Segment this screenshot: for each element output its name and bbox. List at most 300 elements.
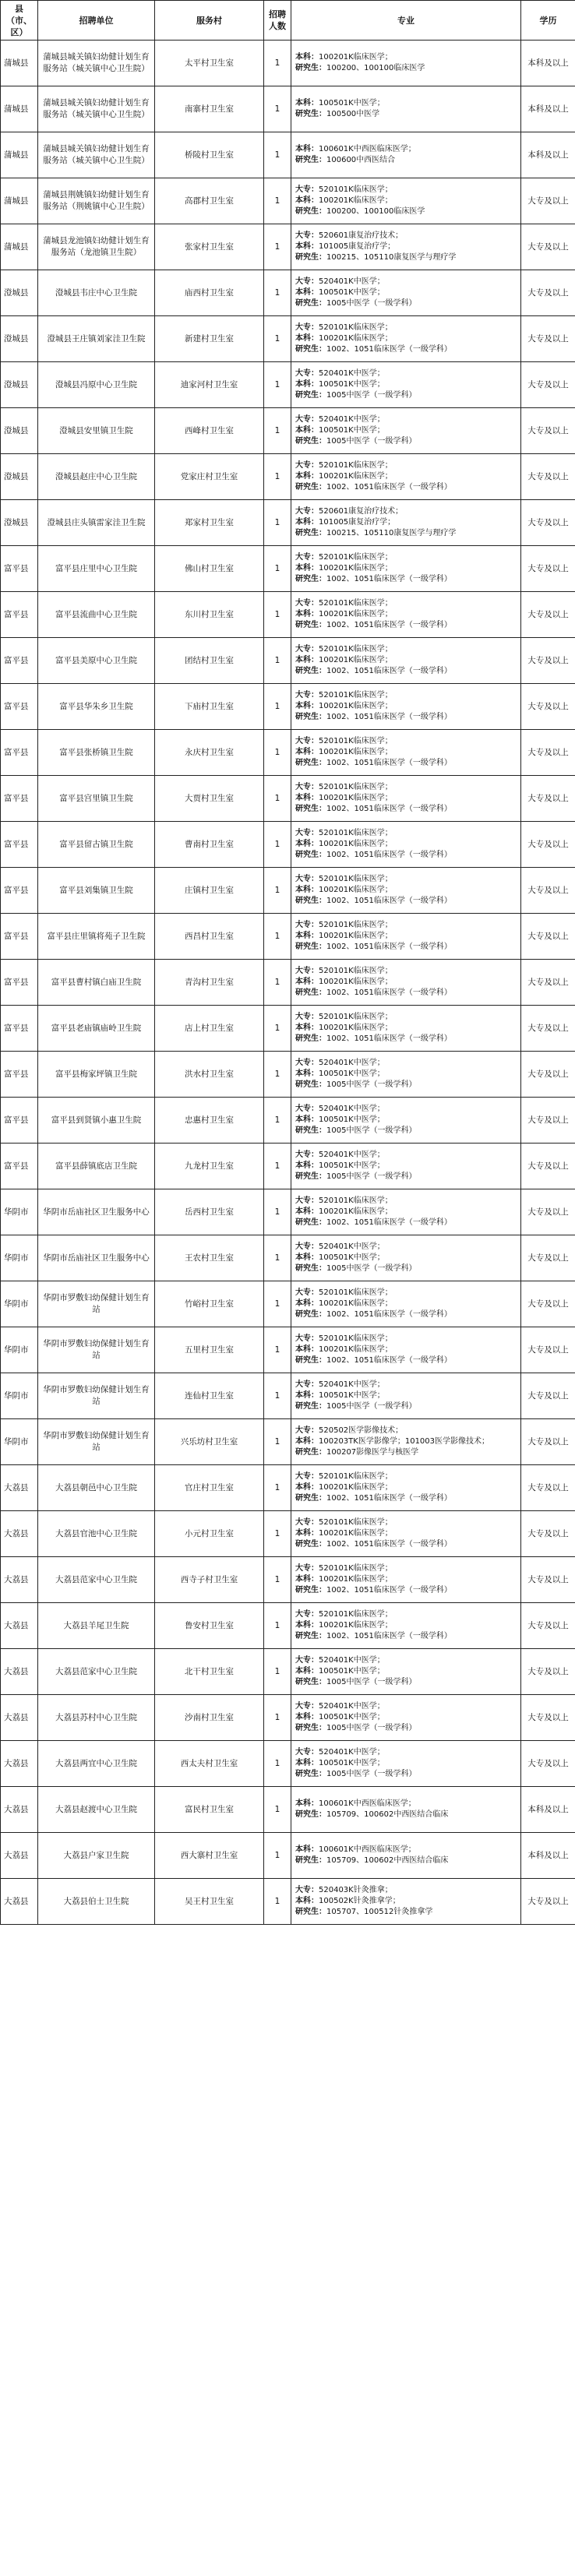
unit-cell: 富平县到贤镇小惠卫生院 [38, 1098, 155, 1144]
major-text: 520401K中医学； [319, 1242, 385, 1251]
major-line [295, 185, 518, 196]
major-cell [291, 500, 521, 546]
major-line [295, 1528, 518, 1539]
education-cell: 大专及以上 [521, 1373, 575, 1419]
major-text: 520101K临床医学； [319, 737, 393, 745]
major-text: 105709、100602中西医结合临床 [326, 1810, 449, 1819]
education-cell: 大专及以上 [521, 1281, 575, 1327]
unit-cell: 大荔县伯士卫生院 [38, 1879, 155, 1925]
major-text: 520101K临床医学； [319, 461, 393, 470]
education-cell: 大专及以上 [521, 1879, 575, 1925]
major-level: 大专： [295, 1472, 319, 1481]
table-row [1, 1189, 575, 1235]
major-level: 本科： [295, 1621, 319, 1630]
major-line [295, 874, 518, 885]
major-line [295, 1855, 518, 1866]
major-level: 本科： [295, 1667, 319, 1676]
county-cell: 富平县 [1, 684, 38, 730]
major-line [295, 1425, 518, 1436]
major-cell [291, 914, 521, 960]
count-cell: 1 [264, 1511, 291, 1557]
major-level: 本科： [295, 1897, 319, 1905]
major-line [295, 1436, 518, 1447]
unit-cell: 大荔县苏村中心卫生院 [38, 1695, 155, 1741]
major-line [295, 63, 518, 74]
major-text: 520101K临床医学； [319, 967, 393, 975]
major-text: 520101K临床医学； [319, 553, 393, 562]
education-cell: 大专及以上 [521, 454, 575, 500]
major-level: 研究生： [295, 64, 326, 72]
county-cell: 富平县 [1, 1052, 38, 1098]
major-line [295, 1471, 518, 1482]
unit-cell: 澄城县庄头镇雷家洼卫生院 [38, 500, 155, 546]
major-cell [291, 41, 521, 86]
major-cell [291, 1052, 521, 1098]
major-line [295, 1701, 518, 1712]
major-cell [291, 270, 521, 316]
major-line [295, 655, 518, 666]
major-text: 520101K临床医学； [319, 829, 393, 837]
major-cell [291, 1787, 521, 1833]
village-cell: 南寨村卫生室 [155, 86, 264, 132]
count-cell: 1 [264, 1281, 291, 1327]
major-cell [291, 454, 521, 500]
education-cell: 大专及以上 [521, 500, 575, 546]
village-cell: 竹峪村卫生室 [155, 1281, 264, 1327]
major-text: 1005中医学（一级学科） [326, 1678, 417, 1686]
major-level: 研究生： [295, 1448, 326, 1457]
major-line [295, 839, 518, 850]
education-cell: 大专及以上 [521, 592, 575, 638]
major-cell [291, 1695, 521, 1741]
major-text: 100201K临床医学； [319, 702, 393, 710]
major-level: 本科： [295, 1483, 319, 1492]
major-level: 本科： [295, 1299, 319, 1308]
major-text: 520401K中医学； [319, 1748, 385, 1757]
major-line [295, 920, 518, 931]
major-line [295, 620, 518, 631]
header-education: 学历 [521, 1, 575, 41]
major-line [295, 1126, 518, 1136]
unit-cell: 澄城县王庄镇刘家洼卫生院 [38, 316, 155, 362]
major-level: 大专： [295, 1288, 319, 1297]
count-cell: 1 [264, 868, 291, 914]
village-cell: 连仙村卫生室 [155, 1373, 264, 1419]
major-text: 100201K临床医学； [319, 794, 393, 802]
major-text: 520401K中医学； [319, 1151, 385, 1159]
county-cell: 华阴市 [1, 1419, 38, 1465]
county-cell: 澄城县 [1, 316, 38, 362]
major-text: 1005中医学（一级学科） [326, 299, 417, 308]
county-cell: 富平县 [1, 1098, 38, 1144]
major-text: 1002、1051临床医学（一级学科） [326, 1494, 452, 1503]
major-level: 大专： [295, 277, 319, 286]
table-row [1, 1144, 575, 1189]
major-text: 1002、1051临床医学（一级学科） [326, 575, 452, 583]
major-line [295, 390, 518, 401]
county-cell: 富平县 [1, 914, 38, 960]
major-text: 100201K临床医学； [319, 196, 393, 205]
major-text: 1002、1051临床医学（一级学科） [326, 1034, 452, 1043]
major-line [295, 1069, 518, 1080]
table-row [1, 684, 575, 730]
unit-cell: 华阴市罗敷妇幼保健计划生育站 [38, 1419, 155, 1465]
count-cell: 1 [264, 1373, 291, 1419]
count-cell: 1 [264, 132, 291, 178]
major-level: 研究生： [295, 713, 326, 721]
major-line [295, 1563, 518, 1574]
major-text: 100501K中医学； [319, 1667, 385, 1676]
education-cell: 本科及以上 [521, 41, 575, 86]
major-cell [291, 730, 521, 776]
major-line [295, 1334, 518, 1344]
count-cell: 1 [264, 638, 291, 684]
table-row [1, 316, 575, 362]
village-cell: 大贾村卫生室 [155, 776, 264, 822]
major-cell [291, 1557, 521, 1603]
major-line [295, 1390, 518, 1401]
count-cell: 1 [264, 730, 291, 776]
county-cell: 富平县 [1, 868, 38, 914]
major-level: 本科： [295, 840, 319, 848]
major-line [295, 109, 518, 120]
village-cell: 洪水村卫生室 [155, 1052, 264, 1098]
unit-cell: 蒲城县龙池镇妇幼健计划生育服务站（龙池镇卫生院） [38, 224, 155, 270]
major-line [295, 1482, 518, 1493]
major-cell [291, 1879, 521, 1925]
table-row [1, 1511, 575, 1557]
county-cell: 澄城县 [1, 500, 38, 546]
village-cell: 青沟村卫生室 [155, 960, 264, 1006]
header-major: 专业 [291, 1, 521, 41]
count-cell: 1 [264, 1787, 291, 1833]
major-line [295, 1655, 518, 1666]
major-level: 研究生： [295, 1356, 326, 1365]
major-text: 100201K临床医学； [319, 610, 393, 618]
major-text: 100600中西医结合 [326, 156, 396, 164]
village-cell: 永庆村卫生室 [155, 730, 264, 776]
major-line [295, 1242, 518, 1253]
count-cell: 1 [264, 776, 291, 822]
major-line [295, 942, 518, 953]
major-text: 100502K针灸推拿学； [319, 1897, 400, 1905]
major-line [295, 1585, 518, 1596]
major-line [295, 1631, 518, 1642]
unit-cell: 富平县曹村镇白庙卫生院 [38, 960, 155, 1006]
major-text: 100601K中西医临床医学； [319, 1845, 416, 1854]
count-cell: 1 [264, 1465, 291, 1511]
major-line [295, 1104, 518, 1115]
major-line [295, 196, 518, 206]
major-level: 本科： [295, 288, 319, 297]
major-level: 研究生： [295, 110, 326, 118]
county-cell: 富平县 [1, 546, 38, 592]
unit-cell: 蒲城县荆姚镇妇幼健计划生育服务站（荆姚镇中心卫生院） [38, 178, 155, 224]
major-text: 100215、105110康复医学与理疗学 [326, 253, 457, 262]
county-cell: 富平县 [1, 960, 38, 1006]
count-cell: 1 [264, 1695, 291, 1741]
major-text: 520101K临床医学； [319, 783, 393, 791]
major-line [295, 1058, 518, 1069]
count-cell: 1 [264, 1557, 291, 1603]
unit-cell: 富平县留古镇卫生院 [38, 822, 155, 868]
major-text: 520401K中医学； [319, 1380, 385, 1389]
unit-cell: 大荔县范家中心卫生院 [38, 1557, 155, 1603]
major-line [295, 1517, 518, 1528]
major-line [295, 277, 518, 287]
major-text: 100201K临床医学； [319, 564, 393, 573]
major-line [295, 1845, 518, 1855]
major-text: 520401K中医学； [319, 1059, 385, 1067]
unit-cell: 富平县宫里镇卫生院 [38, 776, 155, 822]
major-level: 大专： [295, 1702, 319, 1711]
table-row [1, 454, 575, 500]
county-cell: 富平县 [1, 730, 38, 776]
county-cell: 蒲城县 [1, 132, 38, 178]
major-level: 研究生： [295, 1218, 326, 1227]
unit-cell: 澄城县赵庄中心卫生院 [38, 454, 155, 500]
major-line [295, 1263, 518, 1274]
major-text: 520601康复治疗技术； [319, 231, 404, 240]
major-text: 100201K临床医学； [319, 978, 393, 986]
county-cell: 蒲城县 [1, 41, 38, 86]
major-text: 520401K中医学； [319, 1702, 385, 1711]
major-text: 1002、1051临床医学（一级学科） [326, 1632, 452, 1640]
table-row [1, 1787, 575, 1833]
major-cell [291, 178, 521, 224]
major-level: 本科： [295, 145, 319, 153]
county-cell: 富平县 [1, 638, 38, 684]
major-cell [291, 1006, 521, 1052]
education-cell: 大专及以上 [521, 1098, 575, 1144]
major-line [295, 793, 518, 804]
major-level: 研究生： [295, 1172, 326, 1181]
major-line [295, 1620, 518, 1631]
village-cell: 下庙村卫生室 [155, 684, 264, 730]
village-cell: 团结村卫生室 [155, 638, 264, 684]
major-text: 100201K临床医学； [319, 1207, 393, 1216]
village-cell: 王农村卫生室 [155, 1235, 264, 1281]
count-cell: 1 [264, 546, 291, 592]
village-cell: 西寺子村卫生室 [155, 1557, 264, 1603]
major-line [295, 206, 518, 217]
major-level: 研究生： [295, 1402, 326, 1411]
county-cell: 华阴市 [1, 1189, 38, 1235]
major-line [295, 1196, 518, 1207]
major-text: 1005中医学（一级学科） [326, 1402, 417, 1411]
education-cell: 大专及以上 [521, 960, 575, 1006]
village-cell: 官庄村卫生室 [155, 1465, 264, 1511]
count-cell: 1 [264, 592, 291, 638]
county-cell: 富平县 [1, 1144, 38, 1189]
major-level: 大专： [295, 553, 319, 562]
major-text: 1002、1051临床医学（一级学科） [326, 759, 452, 767]
major-text: 100501K中医学； [319, 1115, 385, 1124]
major-text: 100201K临床医学； [319, 1621, 393, 1630]
unit-cell: 华阴市岳庙社区卫生服务中心 [38, 1189, 155, 1235]
major-level: 研究生： [295, 1494, 326, 1503]
table-row [1, 132, 575, 178]
major-line [295, 1747, 518, 1758]
education-cell: 大专及以上 [521, 1603, 575, 1649]
major-cell [291, 1419, 521, 1465]
table-row [1, 868, 575, 914]
table-row [1, 1373, 575, 1419]
major-level: 大专： [295, 185, 319, 194]
major-level: 研究生： [295, 805, 326, 813]
major-text: 1005中医学（一级学科） [326, 1126, 417, 1135]
major-level: 本科： [295, 426, 319, 435]
major-text: 1002、1051临床医学（一级学科） [326, 988, 452, 997]
major-level: 大专： [295, 783, 319, 791]
major-level: 本科： [295, 794, 319, 802]
major-cell [291, 316, 521, 362]
count-cell: 1 [264, 1144, 291, 1189]
county-cell: 大荔县 [1, 1833, 38, 1879]
major-level: 研究生： [295, 253, 326, 262]
major-text: 100500中医学 [326, 110, 380, 118]
county-cell: 富平县 [1, 776, 38, 822]
major-cell [291, 1189, 521, 1235]
major-line [295, 736, 518, 747]
major-level: 研究生： [295, 1080, 326, 1089]
major-level: 研究生： [295, 299, 326, 308]
major-line [295, 966, 518, 977]
table-row [1, 224, 575, 270]
table-row [1, 638, 575, 684]
count-cell: 1 [264, 500, 291, 546]
major-line [295, 988, 518, 999]
village-cell: 庙西村卫生室 [155, 270, 264, 316]
major-text: 101005康复治疗学； [319, 518, 396, 527]
major-cell [291, 1098, 521, 1144]
major-line [295, 850, 518, 861]
major-text: 100201K临床医学； [319, 1483, 393, 1492]
education-cell: 本科及以上 [521, 132, 575, 178]
unit-cell: 富平县庄里中心卫生院 [38, 546, 155, 592]
major-text: 520101K临床医学； [319, 599, 393, 608]
major-line [295, 1810, 518, 1820]
major-line [295, 1161, 518, 1172]
major-text: 100201K临床医学； [319, 840, 393, 848]
major-level: 本科： [295, 1529, 319, 1538]
major-level: 本科： [295, 702, 319, 710]
unit-cell: 蒲城县城关镇妇幼健计划生育服务站（城关镇中心卫生院） [38, 86, 155, 132]
major-cell [291, 684, 521, 730]
unit-cell: 富平县老庙镇庙岭卫生院 [38, 1006, 155, 1052]
major-level: 研究生： [295, 529, 326, 537]
major-level: 大专： [295, 1610, 319, 1619]
village-cell: 西昌村卫生室 [155, 914, 264, 960]
major-line [295, 896, 518, 907]
major-text: 100201K临床医学； [319, 472, 393, 481]
table-row [1, 914, 575, 960]
major-level: 研究生： [295, 759, 326, 767]
major-level: 研究生： [295, 345, 326, 354]
major-level: 本科： [295, 1115, 319, 1124]
major-line [295, 98, 518, 109]
major-level: 大专： [295, 415, 319, 424]
education-cell: 大专及以上 [521, 868, 575, 914]
education-cell: 大专及以上 [521, 1741, 575, 1787]
major-text: 520101K临床医学； [319, 921, 393, 929]
major-cell [291, 546, 521, 592]
major-level: 本科： [295, 380, 319, 389]
major-text: 100201K临床医学； [319, 1345, 393, 1354]
village-cell: 党家庄村卫生室 [155, 454, 264, 500]
education-cell: 大专及以上 [521, 1235, 575, 1281]
major-line [295, 1493, 518, 1504]
count-cell: 1 [264, 1327, 291, 1373]
table-row [1, 408, 575, 454]
major-cell [291, 1511, 521, 1557]
major-line [295, 1253, 518, 1263]
count-cell: 1 [264, 1419, 291, 1465]
village-cell: 西峰村卫生室 [155, 408, 264, 454]
major-text: 101005康复治疗学； [319, 242, 396, 251]
major-text: 1002、1051临床医学（一级学科） [326, 805, 452, 813]
unit-cell: 富平县美原中心卫生院 [38, 638, 155, 684]
county-cell: 富平县 [1, 1006, 38, 1052]
major-level: 研究生： [295, 1310, 326, 1319]
major-line [295, 1712, 518, 1723]
table-row [1, 1419, 575, 1465]
table-row [1, 1052, 575, 1098]
major-line [295, 436, 518, 447]
village-cell: 小元村卫生室 [155, 1511, 264, 1557]
major-level: 大专： [295, 461, 319, 470]
major-text: 1002、1051临床医学（一级学科） [326, 1586, 452, 1595]
count-cell: 1 [264, 1235, 291, 1281]
major-line [295, 52, 518, 63]
major-line [295, 368, 518, 379]
table-body [1, 41, 575, 1925]
major-text: 520401K中医学； [319, 415, 385, 424]
unit-cell: 华阴市岳庙社区卫生服务中心 [38, 1235, 155, 1281]
major-level: 大专： [295, 1013, 319, 1021]
major-text: 1002、1051临床医学（一级学科） [326, 1310, 452, 1319]
major-text: 1002、1051临床医学（一级学科） [326, 667, 452, 675]
village-cell: 忠惠村卫生室 [155, 1098, 264, 1144]
major-level: 大专： [295, 323, 319, 332]
table-row [1, 1281, 575, 1327]
village-cell: 店上村卫生室 [155, 1006, 264, 1052]
major-text: 100501K中医学； [319, 1713, 385, 1721]
major-line [295, 471, 518, 482]
header-village: 服务村 [155, 1, 264, 41]
village-cell: 高郡村卫生室 [155, 178, 264, 224]
village-cell: 吴王村卫生室 [155, 1879, 264, 1925]
major-line [295, 977, 518, 988]
header-unit: 招聘单位 [38, 1, 155, 41]
major-text: 520101K临床医学； [319, 1013, 393, 1021]
education-cell: 大专及以上 [521, 776, 575, 822]
unit-cell: 大荔县户家卫生院 [38, 1833, 155, 1879]
major-cell [291, 408, 521, 454]
major-level: 研究生： [295, 1034, 326, 1043]
education-cell: 大专及以上 [521, 1052, 575, 1098]
major-level: 研究生： [295, 1724, 326, 1732]
major-line [295, 1080, 518, 1091]
major-level: 研究生： [295, 483, 326, 492]
table-row [1, 1557, 575, 1603]
table-row [1, 1235, 575, 1281]
major-level: 大专： [295, 1380, 319, 1389]
header-row [1, 1, 575, 41]
major-text: 100501K中医学； [319, 380, 385, 389]
table-row [1, 1327, 575, 1373]
count-cell: 1 [264, 362, 291, 408]
